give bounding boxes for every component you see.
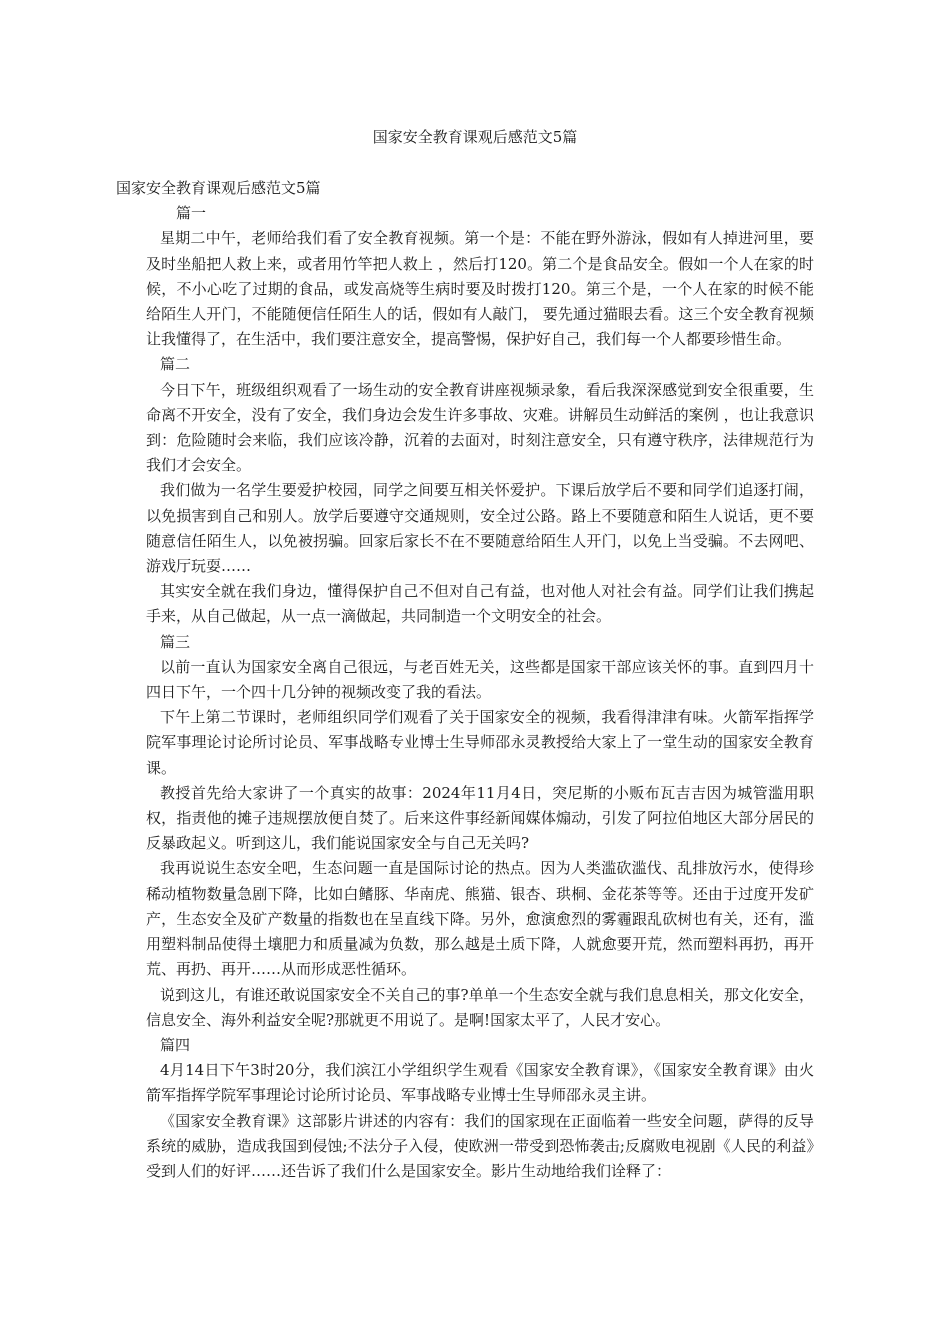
- section-heading: 篇一: [176, 204, 207, 223]
- document-body: [116, 176, 814, 1184]
- document-title: 国家安全教育课观后感范文5篇: [372, 128, 578, 146]
- paragraph: 以前一直认为国家安全离自己很远，与老百姓无关，这些都是国家干部应该关怀的事。直到四月十四日下午，一个四十几分钟的视频改变了我的看法。: [146, 657, 814, 702]
- paragraph: 我再说说生态安全吧，生态问题一直是国际讨论的热点。因为人类滥砍滥伐、乱排放污水，使得珍稀动植物数量急剧下降，比如白鳍豚、华南虎、熊猫、银杏、珙桐、金花茶等等。还由于过度开发矿产，生态安全及矿产数量的指数也在呈直线下降。另外，愈演愈烈的雾霾跟乱砍树也有关，还有，滥用塑料制品使得土壤肥力和质量减为负数，那么越是土质下降，人就愈要开荒，然而塑料再扔，再开荒、再扔、再开……从而形成恶性循环。: [146, 859, 814, 979]
- section-heading: 篇二: [160, 355, 191, 374]
- paragraph: 下午上第二节课时，老师组织同学们观看了关于国家安全的视频，我看得津津有味。火箭军指挥学院军事理论讨论所讨论员、军事战略专业博士生导师邵永灵教授给大家上了一堂生动的国家安全教育课。: [146, 708, 814, 777]
- section-heading: 篇三: [160, 632, 191, 651]
- paragraph: 说到这儿，有谁还敢说国家安全不关自己的事?单单一个生态安全就与我们息息相关，那文化安全，信息安全、海外利益安全呢?那就更不用说了。是啊!国家太平了，人民才安心。: [146, 985, 814, 1029]
- paragraph: 4月14日下午3时20分，我们滨江小学组织学生观看《国家安全教育课》，《国家安全教育课》由火箭军指挥学院军事理论讨论所讨论员、军事战略专业博士生导师邵永灵主讲。: [146, 1061, 814, 1105]
- document-subtitle: 国家安全教育课观后感范文5篇: [116, 179, 321, 197]
- paragraph: 星期二中午，老师给我们看了安全教育视频。第一个是：不能在野外游泳，假如有人掉进河里，要及时坐船把人救上来，或者用竹竿把人救上 ，然后打120。第二个是食品安全。假如一个人在家的时候，不小心吃了过期的食品，或发高烧等生病时要及时拨打120。第三个是，一个人在家的时候不能给陌生人开门，不能随便信任陌生人的话，假如有人敲门， 要先通过猫眼去看。这三个安全教育视频让我懂得了，在生活中，我们要注意安全，提高警惕，保护好自己，我们每一个人都要珍惜生命。: [146, 229, 814, 349]
- paragraph: 《国家安全教育课》这部影片讲述的内容有：我们的国家现在正面临着一些安全问题，萨得的反导系统的威胁，造成我国到侵蚀;不法分子入侵，使欧洲一带受到恐怖袭击;反腐败电视剧《人民的利益》受到人们的好评……还告诉了我们什么是国家安全。影片生动地给我们诠释了：: [146, 1111, 814, 1180]
- paragraph: 教授首先给大家讲了一个真实的故事：2024年11月4日，突尼斯的小贩布瓦吉吉因为城管滥用职权，指责他的摊子违规摆放便自焚了。后来这件事经新闻媒体煽动，引发了阿拉伯地区大部分居民的反暴政起义。听到这儿，我们能说国家安全与自己无关吗?: [146, 783, 814, 853]
- section-heading: 篇四: [160, 1035, 191, 1054]
- paragraph: 其实安全就在我们身边，懂得保护自己不但对自己有益，也对他人对社会有益。同学们让我们携起手来，从自己做起，从一点一滴做起，共同制造一个文明安全的社会。: [146, 582, 814, 626]
- paragraph: 今日下午，班级组织观看了一场生动的安全教育讲座视频录象，看后我深深感觉到安全很重要，生命离不开安全，没有了安全，我们身边会发生许多事故、灾难。讲解员生动鲜活的案例 ，也让我意识到：危险随时会来临，我们应该冷静，沉着的去面对，时刻注意安全，只有遵守秩序，法律规范行为我们才会安全。: [146, 380, 814, 475]
- paragraph: 我们做为一名学生要爱护校园，同学之间要互相关怀爱护。下课后放学后不要和同学们追逐打闹，以免损害到自己和别人。放学后要遵守交通规则，安全过公路。路上不要随意和陌生人说话，更不要随意信任陌生人，以免被拐骗。回家后家长不在不要随意给陌生人开门，以免上当受骗。不去网吧、游戏厅玩耍……: [146, 481, 814, 576]
